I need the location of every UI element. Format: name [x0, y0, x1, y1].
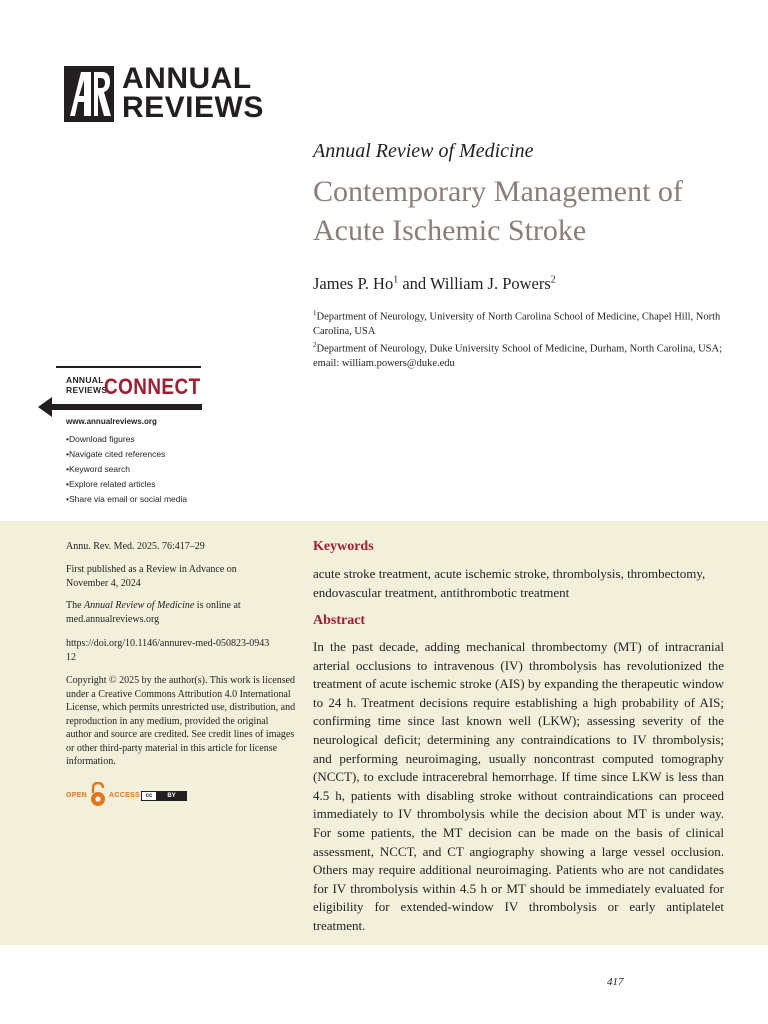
- connect-top-rule: [56, 366, 201, 368]
- open-access-open-text: OPEN: [66, 792, 88, 799]
- ar-monogram-icon: [64, 66, 114, 122]
- logo-wordmark: [122, 64, 264, 122]
- cc-logo: cc: [142, 792, 157, 800]
- left-arrow-icon: [38, 396, 202, 418]
- first-published-info: First published as a Review in Advance on November 4, 2024: [66, 564, 237, 589]
- connect-ar-line2: REVIEWS: [66, 384, 108, 395]
- keywords-text: acute stroke treatment, acute ischemic stroke, thrombolysis, thrombectomy, endovascular treatment, antithrombotic treatment: [313, 566, 706, 600]
- open-lock-icon: [90, 782, 106, 807]
- logo-line2: REVIEWS: [122, 91, 264, 124]
- doi-link[interactable]: https://doi.org/10.1146/annurev-med-050823-094312: [66, 638, 270, 663]
- connect-item-download-figures: • Download figures: [66, 432, 187, 447]
- online-pre: The: [66, 600, 85, 611]
- connect-feature-list: [66, 432, 187, 507]
- logo-line1: ANNUAL: [122, 62, 252, 95]
- affiliation-2-sup: 2: [313, 341, 317, 349]
- connect-ar-label: [66, 376, 107, 395]
- author-2-affil-sup: 2: [550, 274, 556, 286]
- affiliation-1-sup: 1: [313, 309, 317, 317]
- cc-by-license-icon[interactable]: [141, 791, 187, 801]
- online-journal: Annual Review of Medicine: [84, 600, 195, 611]
- connect-item-share: • Share via email or social media: [66, 492, 187, 507]
- cc-by-label: BY: [157, 792, 186, 800]
- article-title: Contemporary Management of Acute Ischemic Stroke: [313, 175, 683, 247]
- affiliation-1-text: Department of Neurology, University of North Carolina School of Medicine, Chapel Hill, North Carolina, USA: [313, 311, 721, 337]
- connect-item-explore-articles: • Explore related articles: [66, 477, 187, 492]
- page-number: 417: [607, 976, 624, 988]
- open-access-access-text: ACCESS: [109, 792, 140, 799]
- abstract-text: In the past decade, adding mechanical thrombectomy (MT) of intracranial arterial occlusions to intravenous (IV) thrombolysis has revolutionized the treatment of acute ischemic stroke (AIS) by expanding the therapeutic window to 24 h. Treatment decisions require establishing a high probability of AIS; confirming time since last known well (LKW); assessing severity of the neurological deficit; determining any contraindications to IV thrombolysis; and performing neuroimaging, usually noncontrast computed tomography (NCCT), to exclude intracerebral hemorrhage. If time since LKW is less than 4.5 h, patients with disabling stroke without contraindications can proceed immediately to IV thrombolysis while the decision about MT is under way. For some patients, the MT decision can be made on the basis of clinical assessment, NCCT, and CT angiography showing a large vessel occlusion. Others may require additional neuroimaging. Patients who are not candidates for IV thrombolysis within 4.5 h or MT should be immediately evaluated for eligibility for extended-window IV thrombolysis or early antiplatelet treatment.: [313, 639, 724, 933]
- annual-reviews-connect-box[interactable]: [56, 366, 201, 511]
- author-conjunction: and: [398, 274, 430, 293]
- author-1-affil-sup: 1: [393, 274, 399, 286]
- citation-info: Annu. Rev. Med. 2025. 76:417–29: [66, 541, 205, 552]
- connect-item-navigate-references: • Navigate cited references: [66, 447, 187, 462]
- online-post: is online at med.annualreviews.org: [66, 600, 241, 625]
- annual-reviews-logo: [64, 62, 264, 126]
- journal-name: Annual Review of Medicine: [313, 140, 534, 162]
- author-1: James P. Ho: [313, 274, 394, 293]
- copyright-notice: Copyright © 2025 by the author(s). This work is licensed under a Creative Commons Attribution 4.0 International License, which permits unrestricted use, distribution, and reproduction in any medium, provided the original author and source are credited. See credit lines of images or other third-party material in this article for license information.: [66, 675, 296, 767]
- connect-ar-line1: ANNUAL: [66, 375, 104, 385]
- connect-wordmark: CONNECT: [104, 374, 201, 399]
- online-info: [66, 599, 271, 626]
- connect-url-link[interactable]: www.annualreviews.org: [66, 417, 157, 426]
- connect-item-keyword-search: • Keyword search: [66, 462, 187, 477]
- abstract-heading: Abstract: [313, 613, 366, 628]
- affiliation-1: [313, 306, 723, 340]
- affiliation-2-text: Department of Neurology, Duke University School of Medicine, Durham, North Carolina, USA; email: william.powers@duke.edu: [313, 343, 723, 369]
- open-access-badge: [66, 782, 196, 808]
- author-2: William J. Powers: [430, 274, 551, 293]
- author-list: [313, 274, 556, 294]
- keywords-heading: Keywords: [313, 539, 374, 554]
- affiliation-2: [313, 338, 723, 372]
